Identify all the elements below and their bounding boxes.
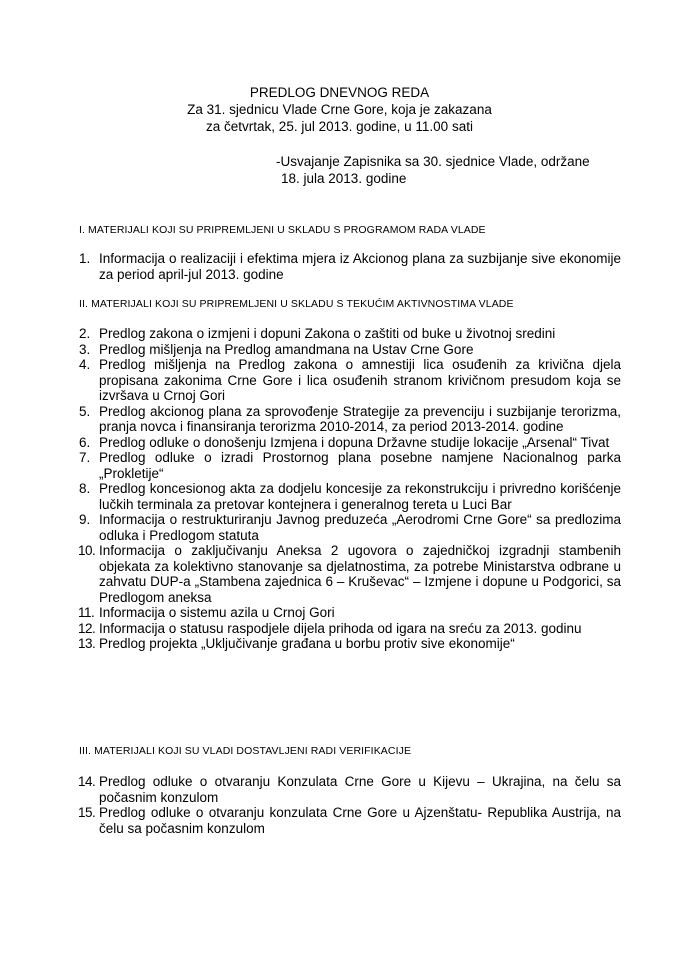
agenda-item [79, 342, 621, 358]
item-number: 15. [78, 805, 96, 820]
item-text: Informacija o statusu raspodjele dijela prihoda od igara na sreću za 2013. godinu [99, 620, 582, 636]
item-number: 11. [78, 605, 95, 620]
item-number: 1. [79, 251, 91, 266]
agenda-item [79, 481, 621, 512]
item-number: 8. [79, 481, 91, 496]
item-text: Predlog akcionog plana za sprovođenje Strategije za prevenciju i suzbijanje terorizma, pranja novca i finansiranja terorizma 2010-2014, za period 2013-2014. godine [99, 403, 621, 434]
item-number: 6. [79, 434, 91, 450]
item-text: Predlog mišljenja na Predlog amandmana na Ustav Crne Gore [99, 341, 474, 357]
agenda-item [79, 404, 621, 435]
item-text: Informacija o realizaciji i efektima mjera iz Akcionog plana za suzbijanje sive ekonomije za period april-jul 2013. godine [99, 251, 621, 282]
item-number: 3. [79, 341, 91, 357]
item-text: Predlog odluke o otvaranju Konzulata Crne Gore u Kijevu – Ukrajina, na čelu sa počasnim konzulom [99, 774, 621, 805]
section-3-list [79, 774, 621, 836]
agenda-item [79, 326, 621, 342]
item-text: Predlog mišljenja na Predlog zakona o amnestiji lica osuđenih za krivična djela propisana zakonima Crne Gore i lica osuđenih stranom krivičnom presudom koja se izvršava u Crnoj Gori [99, 357, 621, 403]
item-number: 9. [79, 512, 91, 527]
agenda-item [79, 621, 621, 637]
section-heading-1: I. MATERIJALI KOJI SU PRIPREMLJENI U SKLADU S PROGRAMOM RADA VLADE [79, 224, 486, 236]
item-text: Predlog koncesionog akta za dodjelu koncesije za rekonstrukciju i privredno korišćenje lučkih terminala za pretovar kontejnera i generalnog tereta u Luci Bar [99, 481, 621, 512]
section-heading-2: II. MATERIJALI KOJI SU PRIPREMLJENI U SKLADU S TEKUĆIM AKTIVNOSTIMA VLADE [79, 298, 514, 310]
item-text: Predlog odluke o izradi Prostornog plana posebne namjene Nacionalnog parka „Prokletije“ [99, 450, 621, 481]
item-number: 13. [78, 636, 96, 651]
agenda-item [79, 435, 621, 451]
item-number: 4. [79, 357, 91, 372]
agenda-item [79, 512, 621, 543]
item-number: 12. [78, 620, 96, 636]
agenda-item [79, 450, 621, 481]
agenda-item [79, 805, 621, 836]
item-text: Informacija o zaključivanju Aneksa 2 ugovora o zajedničkoj izgradnji stambenih objekata za kolektivno stanovanje sa djelatnostima, za potrebe Ministarstva odbrane u zahvatu DUP-a „Stambena zajednica 6 – Kruševac“ – Izmjene i dopune u Podgorici, sa Predlogom aneksa [99, 543, 621, 605]
section-heading-3: III. MATERIJALI KOJI SU VLADI DOSTAVLJENI RADI VERIFIKACIJE [79, 745, 412, 757]
item-text: Predlog projekta „Uključivanje građana u borbu protiv sive ekonomije“ [99, 636, 515, 651]
item-number: 2. [79, 326, 91, 341]
item-number: 14. [78, 774, 96, 789]
item-number: 5. [79, 403, 91, 419]
item-text: Informacija o restrukturiranju Javnog preduzeća „Aerodromi Crne Gore“ sa predlozima odluka i Predlogom statuta [99, 512, 621, 543]
agenda-item [79, 543, 621, 605]
item-text: Predlog odluke o donošenju Izmjena i dopuna Državne studije lokacije „Arsenal“ Tivat [99, 434, 610, 450]
item-text: Predlog odluke o otvaranju konzulata Crne Gore u Ajzenštatu- Republika Austrija, na čelu sa počasnim konzulom [99, 805, 621, 836]
item-number: 7. [79, 450, 91, 465]
agenda-item [79, 357, 621, 404]
date-line: za četvrtak, 25. jul 2013. godine, u 11.00 sati [206, 119, 473, 134]
item-text: Informacija o sistemu azila u Crnoj Gori [99, 605, 335, 620]
item-text: Predlog zakona o izmjeni i dopuni Zakona o zaštiti od buke u životnoj sredini [99, 326, 556, 341]
minutes-adoption-line2: 18. jula 2013. godine [281, 171, 407, 186]
minutes-adoption-line1: -Usvajanje Zapisnika sa 30. sjednice Vlade, održane [276, 154, 590, 169]
section-2-list [79, 326, 621, 652]
agenda-item [79, 251, 621, 282]
session-line: Za 31. sjednicu Vlade Crne Gore, koja je zakazana [187, 102, 492, 117]
agenda-item [79, 774, 621, 805]
page-title: PREDLOG DNEVNOG REDA [249, 85, 430, 100]
section-1-list [79, 251, 621, 282]
item-number: 10. [78, 543, 96, 558]
agenda-item [79, 636, 621, 652]
agenda-item [79, 605, 621, 621]
